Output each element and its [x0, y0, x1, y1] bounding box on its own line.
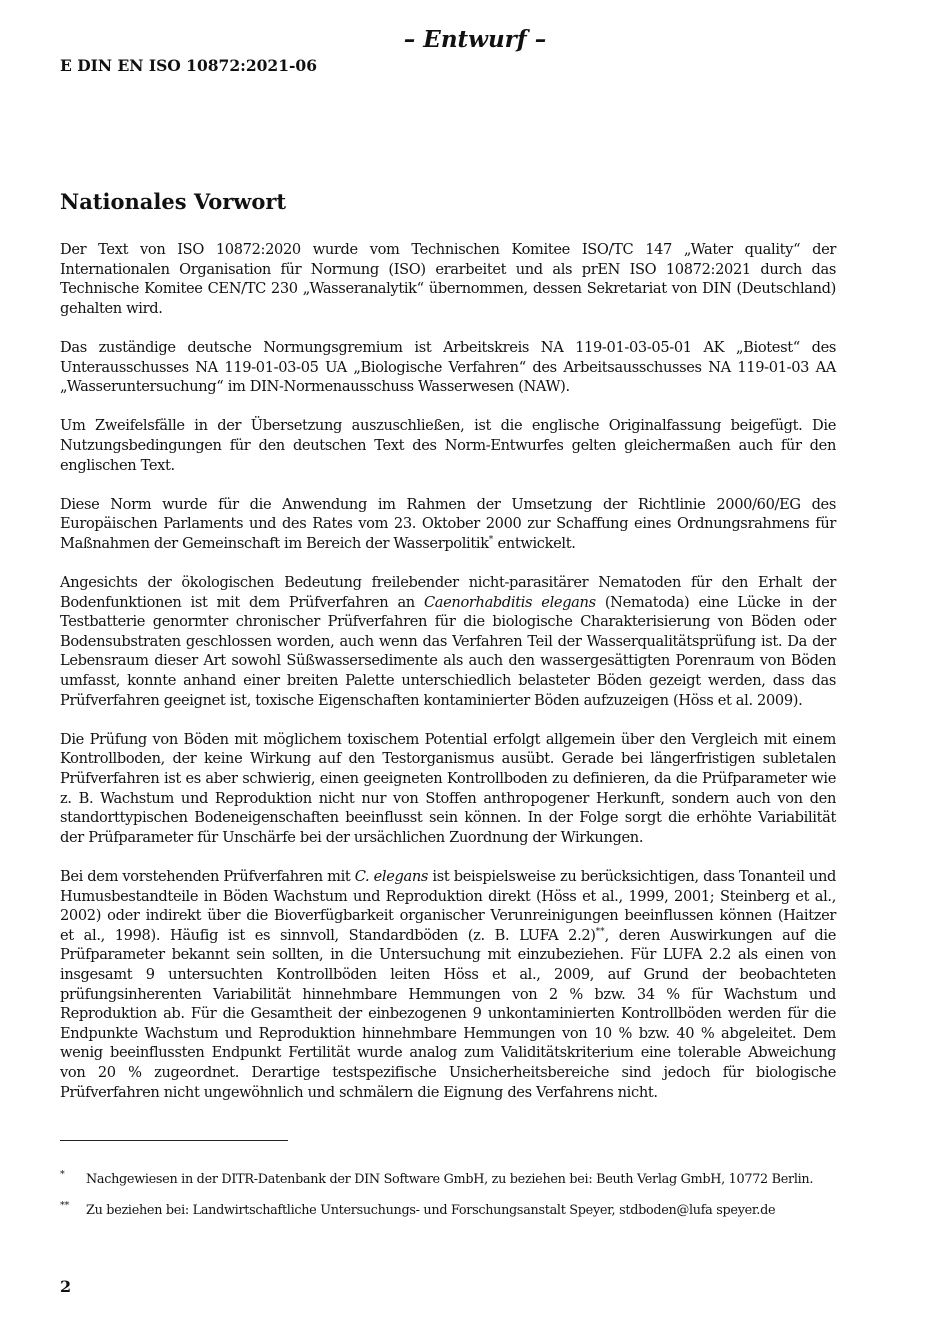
paragraph-5-text: Angesichts der ökologischen Bedeutung freilebender nicht-parasitärer Nematoden für den Erhalt der Bodenfunktionen ist mit dem Prüfverfahren an [60, 574, 836, 611]
document-id: E DIN EN ISO 10872:2021-06 [60, 56, 317, 75]
paragraph-5-tail: (Nematoda) eine Lücke in der Testbatterie genormter chronischer Prüfverfahren für die biologische Charakterisierung von Böden oder Bodensubstraten geschlossen worden, auch wenn das Verfahren Teil der Wasserqualitätsprüfung ist. Da der Lebensraum dieser Art sowohl Süßwassersedimente als auch den wassergesättigten Porenraum von Böden umfasst, konnte anhand einer breiten Palette unterschiedlich belasteter Böden gezeigt werden, dass das Prüfverfahren geeignet ist, toxische Eigenschaften kontaminierter Böden aufzuzeigen (Höss et al. 2009). [60, 593, 836, 709]
draft-label: – Entwurf – [403, 26, 547, 53]
paragraph-7 [60, 867, 836, 1102]
paragraph-3: Um Zweifelsfälle in der Übersetzung auszuschließen, ist die englische Originalfassung beigefügt. Die Nutzungsbedingungen für den deutschen Text des Norm-Entwurfes gelten gleichermaßen auch für den englischen Text. [60, 417, 836, 474]
paragraph-4-text: Diese Norm wurde für die Anwendung im Rahmen der Umsetzung der Richtlinie 2000/60/EG des Europäischen Parlaments und des Rates vom 23. Oktober 2000 zur Schaffung eines Ordnungsrahmens für Maßnahmen der Gemeinschaft im Bereich der Wasserpolitik [60, 495, 836, 552]
paragraph-7-tail: , deren Auswirkungen auf die Prüfparameter bekannt sein sollten, in die Untersuchung mit einzubeziehen. Für LUFA 2.2 als einen von insgesamt 9 untersuchten Kontrollböden leiten Höss et al., 2009, auf Grund der beobachteten prüfungsinherenten Variabilität hinnehmbare Hemmungen von 2 % bzw. 34 % für Wachstum und Reproduktion ab. Für die Gesamtheit der einbezogenen 9 unkontaminierten Kontrollböden werden für die Endpunkte Wachstum und Reproduktion hinnehmbare Hemmungen von 10 % bzw. 40 % abgeleitet. Dem wenig beeinflussten Endpunkt Fertilität wurde analog zum Validitätskriterium eine tolerable Abweichung von 20 % zugeordnet. Derartige testspezifische Unsicherheitsbereiche sind jedoch für biologische Prüfverfahren nicht ungewöhnlich und schmälern die Eignung des Verfahrens nicht. [60, 926, 836, 1101]
body-text [60, 240, 836, 1102]
footnote-divider [60, 1140, 288, 1141]
footnote-text: Zu beziehen bei: Landwirtschaftliche Untersuchungs- und Forschungsanstalt Speyer, stdboden@lufa speyer.de [86, 1203, 776, 1218]
paragraph-2: Das zuständige deutsche Normungsgremium ist Arbeitskreis NA 119-01-03-05-01 AK „Biotest“ des Unterausschusses NA 119-01-03-05 UA „Biologische Verfahren“ des Arbeitsausschusses NA 119-01-03 AA „Wasseruntersuchung“ im DIN-Normenausschuss Wasserwesen (NAW). [60, 338, 836, 396]
page-number: 2 [60, 1277, 72, 1296]
paragraph-7-middle: ist beispielsweise zu berücksichtigen, dass Tonanteil und Humusbestandteile in Böden Wachstum und Reproduktion direkt (Höss et al., 1999, 2001; Steinberg et al., 2002) oder indirekt über die Bioverfügbarkeit organischer Verunreinigungen beeinflussen können (Haitzer et al., 1998). Häufig ist es sinnvoll, Standardböden (z. B. LUFA 2.2) [60, 868, 837, 944]
footnote-ref-2: ** [595, 926, 605, 937]
footnote-mark: ** [60, 1200, 69, 1211]
paragraph-5 [60, 573, 836, 710]
species-name: Caenorhabditis elegans [423, 593, 596, 611]
footnote-text: Nachgewiesen in der DITR-Datenbank der DIN Software GmbH, zu beziehen bei: Beuth Verlag GmbH, 10772 Berlin. [86, 1172, 814, 1187]
paragraph-4-tail: entwickelt. [493, 534, 576, 552]
paragraph-7-text: Bei dem vorstehenden Prüfverfahren mit [60, 868, 355, 885]
section-title: Nationales Vorwort [60, 189, 287, 214]
species-short-name: C. elegans [354, 868, 429, 885]
paragraph-6: Die Prüfung von Böden mit möglichem toxischem Potential erfolgt allgemein über den Vergleich mit einem Kontrollboden, der keine Wirkung auf den Testorganismus ausübt. Gerade bei längerfristigen subletalen Prüfverfahren ist es aber schwierig, einen geeigneten Kontrollboden zu definieren, da die Prüfparameter wie z. B. Wachstum und Reproduktion nicht nur von Stoffen anthropogener Herkunft, sondern auch von den standorttypischen Bodeneigenschaften beeinflusst sein können. In der Folge sorgt die erhöhte Variabilität der Prüfparameter für Unschärfe bei der ursächlichen Zuordnung der Wirkungen. [60, 730, 836, 846]
footnote-mark: * [60, 1169, 65, 1180]
footnote-ref-1: * [488, 534, 494, 545]
paragraph-1: Der Text von ISO 10872:2020 wurde vom Technischen Komitee ISO/TC 147 „Water quality“ der Internationalen Organisation für Normung (ISO) erarbeitet und als prEN ISO 10872:2021 durch das Technische Komitee CEN/TC 230 „Wasseranalytik“ übernommen, dessen Sekretariat von DIN (Deutschland) gehalten wird. [60, 241, 836, 317]
paragraph-4 [60, 495, 836, 554]
